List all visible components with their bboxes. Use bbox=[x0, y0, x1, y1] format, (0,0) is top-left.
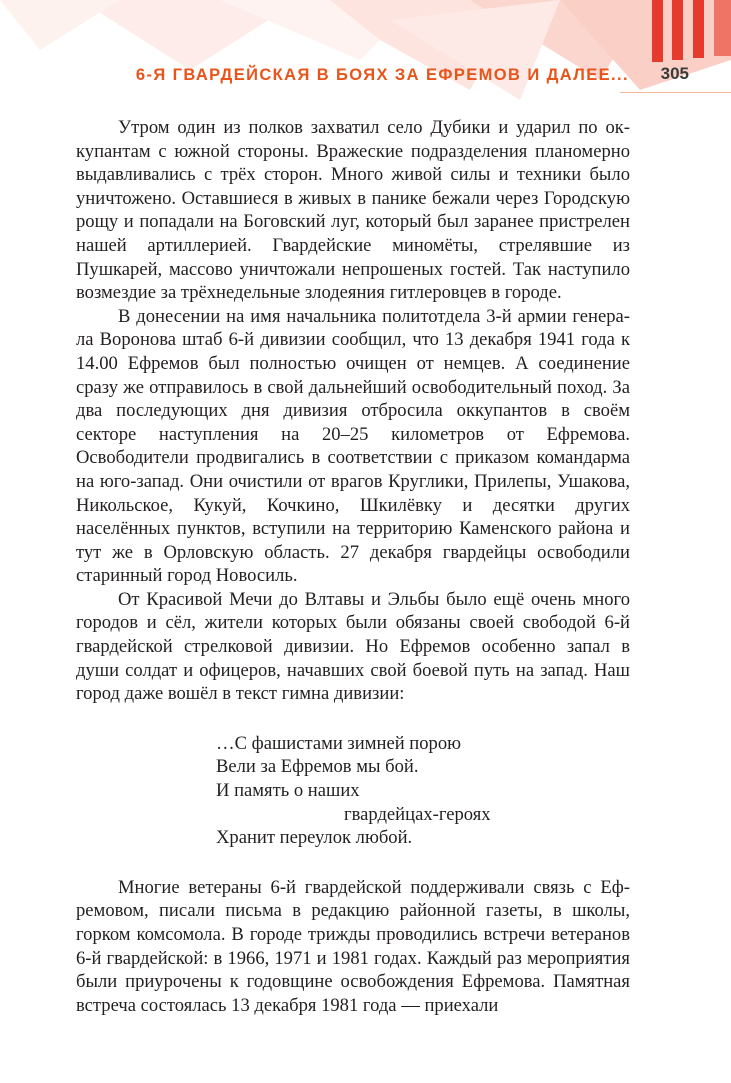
poem-line: гвардейцах-героях bbox=[344, 803, 491, 825]
page-number: 305 bbox=[660, 64, 689, 83]
poem-line: Хранит переулок любой. bbox=[216, 827, 413, 849]
poem-line: …С фашистами зимней порою bbox=[216, 732, 462, 754]
page-header bbox=[0, 58, 731, 98]
header-rule bbox=[620, 92, 731, 93]
paragraph: От Красивой Мечи до Влтавы и Эльбы было ещё очень много городов и сёл, жители которых были обязаны своей свободой 6-й гвардейской стрелковой дивизии. Но Ефремов особенно запал в души солдат и офицеров, начавших свой боевой путь на запад. Наш город даже вошёл в текст гимна дивизии: bbox=[76, 588, 630, 705]
poem-line: И память о наших bbox=[216, 780, 360, 802]
paragraph: Многие ветераны 6-й гвардейской поддерживали связь с Ефремовом, писали письма в редакцию районной газеты, в школы, горком комсомола. В городе трижды проводились встречи ветеранов 6-й гвардейской: в 1966, 1971 и 1981 годах. Каждый раз мероприятия были приурочены к годовщине освобождения Ефремова. Памятная встреча состоялась 13 декабря 1981 года — приехали bbox=[76, 876, 630, 1016]
paragraph: В донесении на имя начальника политотдела 3-й армии генерала Воронова штаб 6-й дивизии сообщил, что 13 декабря 1941 года к 14.00 Ефремов был полностью очищен от немцев. А соединение сразу же отправилось в свой дальнейший освободительный поход. За два последующих дня дивизия отбросила оккупантов в своём секторе наступления на 20–25 километров от Ефремова. Освободители продвигались в соответствии с приказом командарма на юго-запад. Они очистили от врагов Круглики, Прилепы, Ушакова, Никольское, Кукуй, Кочкино, Шкилёвку и десятки других населённых пунктов, вступили на территорию Каменского района и тут же в Орловскую область. 27 декабря гвардейцы освободили старинный город Новосиль. bbox=[76, 305, 630, 587]
anthem-quote bbox=[216, 732, 630, 850]
page-body bbox=[76, 116, 630, 1017]
paragraph: Утром один из полков захватил село Дубики и ударил по оккупантам с южной стороны. Вражеские подразделения планомерно выдавливались с трёх сторон. Много живой силы и техники было уничтожено. Оставшиеся в живых в панике бежали через Городскую рощу и попадали на Боговский луг, который был заранее пристрелен нашей артиллерией. Гвардейские миномёты, стрелявшие из Пушкарей, массово уничтожали непрошеных гостей. Так наступило возмездие за трёхнедельные злодеяния гитлеровцев в городе. bbox=[76, 117, 630, 304]
running-title: 6-Я ГВАРДЕЙСКАЯ В БОЯХ ЗА ЕФРЕМОВ И ДАЛЕЕ... bbox=[135, 66, 629, 84]
poem-line: Вели за Ефремов мы бой. bbox=[216, 756, 419, 778]
